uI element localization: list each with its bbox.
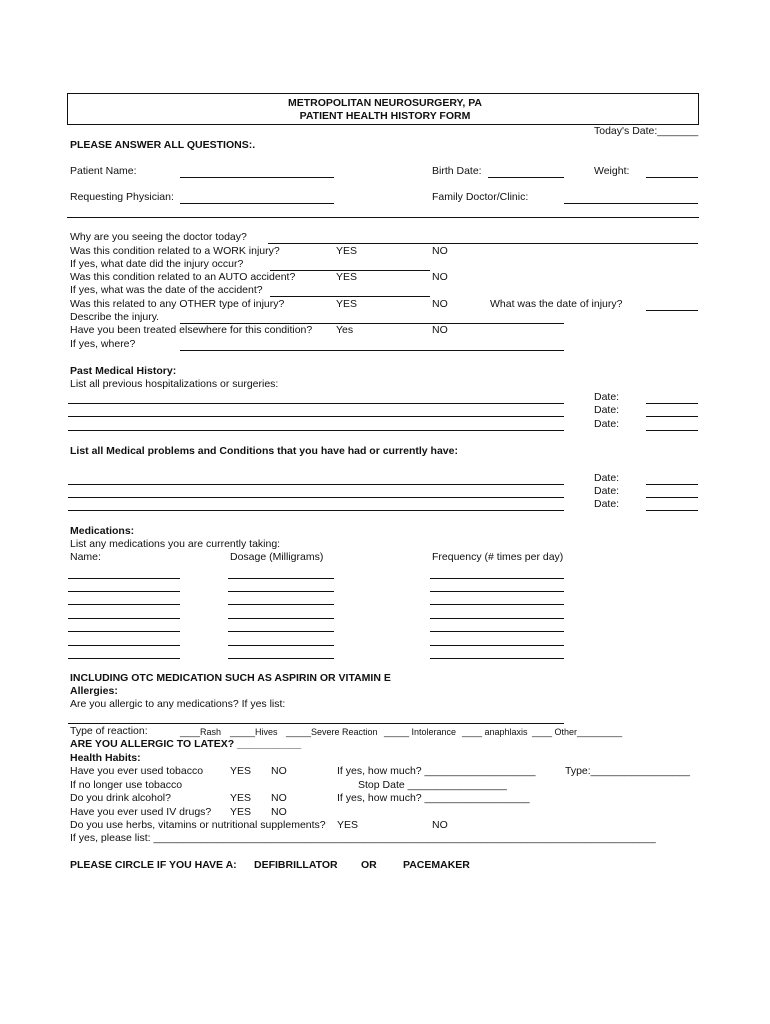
- past-history-heading: Past Medical History:: [70, 365, 177, 377]
- condition-date-input[interactable]: [646, 484, 698, 485]
- treated-no[interactable]: NO: [432, 324, 448, 336]
- reaction-label: Type of reaction:: [70, 725, 148, 737]
- condition-date-input[interactable]: [646, 510, 698, 511]
- med-name-input[interactable]: [68, 578, 180, 579]
- reaction-anaphlaxis[interactable]: ____ anaphlaxis: [462, 727, 528, 737]
- allergies-question: Are you allergic to any medications? If yes list:: [70, 698, 286, 710]
- hosp-date-input[interactable]: [646, 416, 698, 417]
- medications-intro: List any medications you are currently taking:: [70, 538, 281, 550]
- med-dosage-input[interactable]: [228, 631, 334, 632]
- med-dosage-input[interactable]: [228, 578, 334, 579]
- no-longer-label: If no longer use tobacco: [70, 779, 183, 791]
- reaction-intolerance[interactable]: _____ Intolerance: [384, 727, 457, 737]
- med-frequency-input[interactable]: [430, 658, 564, 659]
- med-name-input[interactable]: [68, 631, 180, 632]
- habits-heading: Health Habits:: [70, 752, 141, 764]
- herbs-no[interactable]: NO: [432, 819, 448, 831]
- iv-drugs-yes[interactable]: YES: [230, 806, 252, 818]
- med-frequency-header: Frequency (# times per day): [432, 551, 564, 563]
- injury-date-label: What was the date of injury?: [490, 298, 623, 310]
- auto-no[interactable]: NO: [432, 271, 448, 283]
- why-label: Why are you seeing the doctor today?: [70, 231, 247, 243]
- hosp-date-label: Date:: [594, 391, 620, 403]
- alcohol-no[interactable]: NO: [271, 792, 287, 804]
- or-label: OR: [361, 859, 377, 871]
- work-yes[interactable]: YES: [336, 245, 358, 257]
- med-dosage-input[interactable]: [228, 645, 334, 646]
- med-dosage-input[interactable]: [228, 591, 334, 592]
- tobacco-how-much[interactable]: If yes, how much? ___________________: [337, 765, 536, 777]
- family-doctor-label: Family Doctor/Clinic:: [432, 191, 529, 203]
- reaction-other[interactable]: ____ Other_________: [532, 727, 623, 737]
- weight-input[interactable]: [646, 177, 698, 178]
- work-injury-label: Was this condition related to a WORK injury?: [70, 245, 280, 257]
- device-prompt: PLEASE CIRCLE IF YOU HAVE A:: [70, 859, 237, 871]
- iv-drugs-no[interactable]: NO: [271, 806, 287, 818]
- med-name-input[interactable]: [68, 618, 180, 619]
- describe-label: Describe the injury.: [70, 311, 160, 323]
- condition-date-input[interactable]: [646, 497, 698, 498]
- other-yes[interactable]: YES: [336, 298, 358, 310]
- alcohol-label: Do you drink alcohol?: [70, 792, 171, 804]
- condition-line[interactable]: [68, 484, 564, 485]
- allergies-input[interactable]: [68, 723, 564, 724]
- other-no[interactable]: NO: [432, 298, 448, 310]
- patient-name-input[interactable]: [180, 177, 334, 178]
- otc-note: INCLUDING OTC MEDICATION SUCH AS ASPIRIN OR VITAMIN E: [70, 672, 391, 684]
- reaction-rash[interactable]: ____Rash: [180, 727, 222, 737]
- herbs-yes[interactable]: YES: [337, 819, 359, 831]
- other-injury-label: Was this related to any OTHER type of injury?: [70, 298, 285, 310]
- form-title: PATIENT HEALTH HISTORY FORM: [299, 110, 471, 122]
- allergies-heading: Allergies:: [70, 685, 118, 697]
- med-name-input[interactable]: [68, 591, 180, 592]
- org-name: METROPOLITAN NEUROSURGERY, PA: [287, 97, 483, 109]
- latex-question[interactable]: ARE YOU ALLERGIC TO LATEX? ___________: [70, 738, 302, 750]
- hosp-line[interactable]: [68, 430, 564, 431]
- iv-drugs-label: Have you ever used IV drugs?: [70, 806, 212, 818]
- auto-accident-label: Was this condition related to an AUTO accident?: [70, 271, 296, 283]
- hospitalizations-label: List all previous hospitalizations or surgeries:: [70, 378, 279, 390]
- where-input[interactable]: [180, 350, 564, 351]
- condition-date-label: Date:: [594, 485, 620, 497]
- tobacco-yes[interactable]: YES: [230, 765, 252, 777]
- please-list-field[interactable]: If yes, please list: ______________________________________________________________________________________: [70, 832, 656, 844]
- med-frequency-input[interactable]: [430, 631, 564, 632]
- medications-heading: Medications:: [70, 525, 135, 537]
- pacemaker-option[interactable]: PACEMAKER: [403, 859, 470, 871]
- med-dosage-input[interactable]: [228, 618, 334, 619]
- condition-line[interactable]: [68, 497, 564, 498]
- family-doctor-input[interactable]: [564, 203, 698, 204]
- tobacco-no[interactable]: NO: [271, 765, 287, 777]
- where-label: If yes, where?: [70, 338, 136, 350]
- hosp-date-label: Date:: [594, 418, 620, 430]
- defibrillator-option[interactable]: DEFIBRILLATOR: [254, 859, 338, 871]
- physician-input[interactable]: [180, 203, 334, 204]
- auto-date-label: If yes, what was the date of the accident?: [70, 284, 263, 296]
- treated-label: Have you been treated elsewhere for this condition?: [70, 324, 313, 336]
- hosp-line[interactable]: [68, 416, 564, 417]
- stop-date[interactable]: Stop Date _________________: [358, 779, 507, 791]
- hosp-date-input[interactable]: [646, 430, 698, 431]
- reaction-hives[interactable]: _____Hives: [230, 727, 278, 737]
- work-no[interactable]: NO: [432, 245, 448, 257]
- med-frequency-input[interactable]: [430, 645, 564, 646]
- condition-date-label: Date:: [594, 498, 620, 510]
- physician-label: Requesting Physician:: [70, 191, 174, 203]
- hosp-line[interactable]: [68, 403, 564, 404]
- auto-date-input[interactable]: [270, 296, 430, 297]
- med-frequency-input[interactable]: [430, 591, 564, 592]
- auto-yes[interactable]: YES: [336, 271, 358, 283]
- todays-date-field[interactable]: Today's Date:_______: [594, 125, 699, 137]
- treated-yes[interactable]: Yes: [336, 324, 354, 336]
- weight-label: Weight:: [594, 165, 630, 177]
- herbs-label: Do you use herbs, vitamins or nutritional supplements?: [70, 819, 326, 831]
- med-dosage-input[interactable]: [228, 658, 334, 659]
- hosp-date-input[interactable]: [646, 403, 698, 404]
- hosp-date-label: Date:: [594, 404, 620, 416]
- med-dosage-input[interactable]: [228, 604, 334, 605]
- condition-date-label: Date:: [594, 472, 620, 484]
- tobacco-label: Have you ever used tobacco: [70, 765, 204, 777]
- instructions: PLEASE ANSWER ALL QUESTIONS:.: [70, 139, 256, 151]
- alcohol-how-much[interactable]: If yes, how much? __________________: [337, 792, 530, 804]
- birth-date-label: Birth Date:: [432, 165, 482, 177]
- injury-date-input[interactable]: [646, 310, 698, 311]
- med-name-input[interactable]: [68, 645, 180, 646]
- reaction-severe[interactable]: _____Severe Reaction: [286, 727, 378, 737]
- med-frequency-input[interactable]: [430, 604, 564, 605]
- med-name-input[interactable]: [68, 604, 180, 605]
- tobacco-type[interactable]: Type:_________________: [565, 765, 690, 777]
- conditions-heading: List all Medical problems and Conditions that you have had or currently have:: [70, 445, 458, 457]
- condition-line[interactable]: [68, 510, 564, 511]
- med-dosage-header: Dosage (Milligrams): [230, 551, 324, 563]
- med-frequency-input[interactable]: [430, 578, 564, 579]
- divider: [67, 217, 699, 218]
- med-name-header: Name:: [70, 551, 101, 563]
- patient-name-label: Patient Name:: [70, 165, 137, 177]
- birth-date-input[interactable]: [488, 177, 564, 178]
- med-name-input[interactable]: [68, 658, 180, 659]
- alcohol-yes[interactable]: YES: [230, 792, 252, 804]
- work-date-label: If yes, what date did the injury occur?: [70, 258, 244, 270]
- med-frequency-input[interactable]: [430, 618, 564, 619]
- why-input[interactable]: [268, 243, 698, 244]
